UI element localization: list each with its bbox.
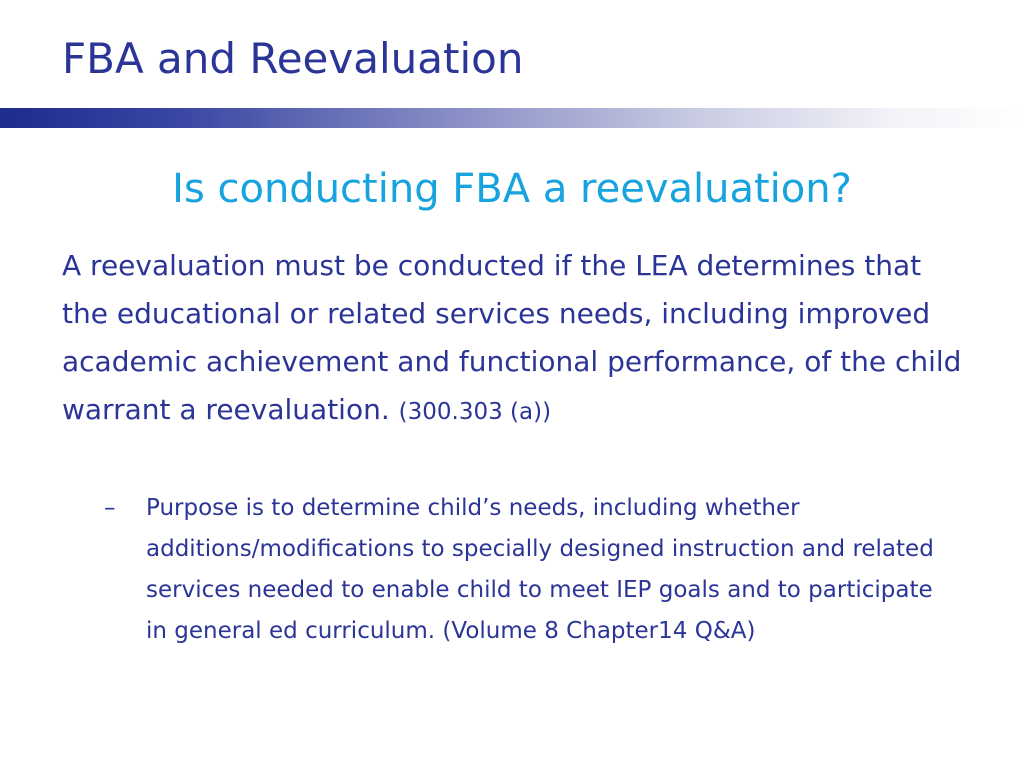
slide-subtitle: Is conducting FBA a reevaluation?	[172, 166, 852, 212]
body-citation: (300.303 (a))	[398, 399, 552, 425]
body-text: A reevaluation must be conducted if the LEA determines that the educational or related services needs, including improved academic achievement and functional performance, of the child warrant a reevaluation.	[62, 249, 962, 426]
bullet-dash: –	[104, 495, 116, 521]
bullet-item	[104, 488, 944, 652]
title-gradient-rule	[0, 108, 1024, 128]
bullet-text: Purpose is to determine child’s needs, including whether additions/modifications to specially designed instruction and related services needed to enable child to meet IEP goals and to participate in general ed curriculum. (Volume 8 Chapter14 Q&A)	[146, 495, 934, 644]
slide-title: FBA and Reevaluation	[62, 34, 524, 83]
body-paragraph	[62, 242, 962, 436]
